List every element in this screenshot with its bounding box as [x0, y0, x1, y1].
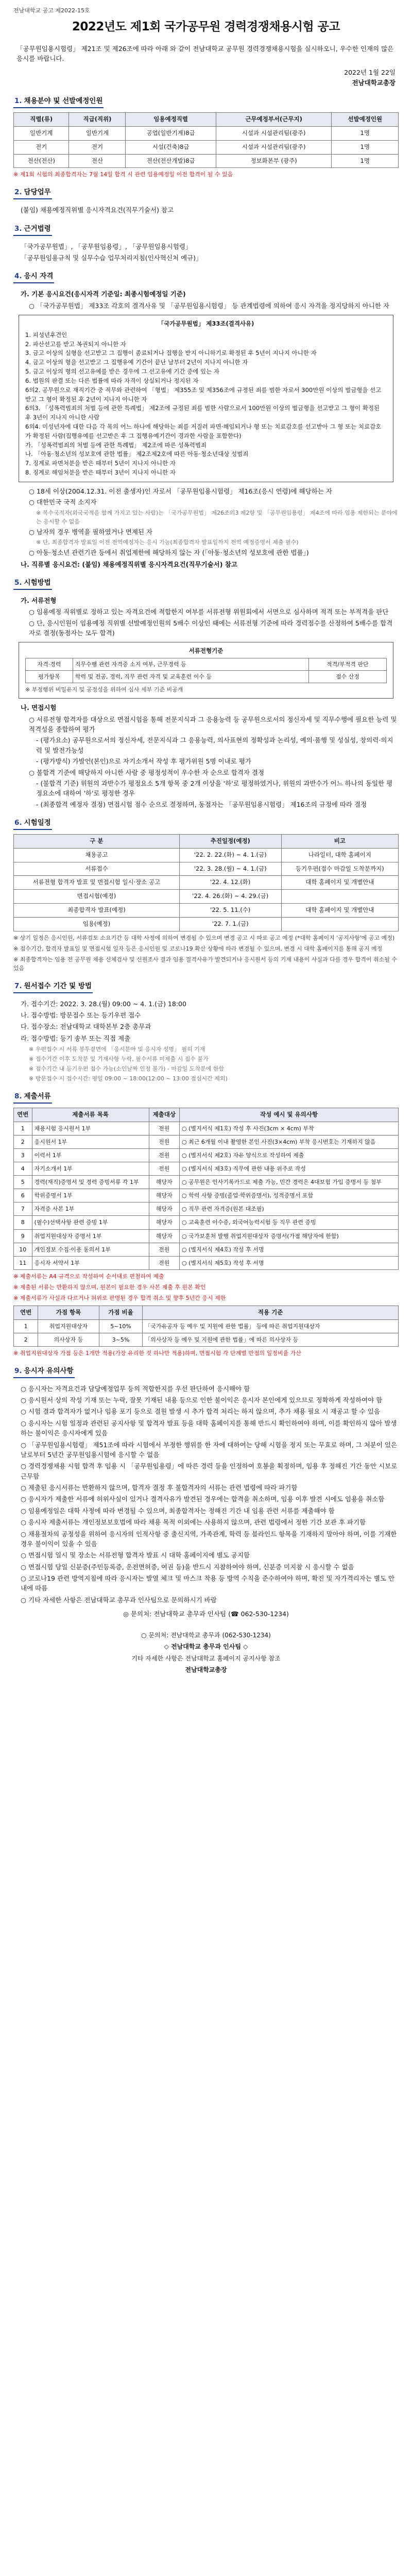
table-row	[14, 1189, 399, 1202]
table-cell: 1	[14, 1122, 32, 1136]
eligibility-basic: 가. 기본 응시요건(응시자격 기준일: 최종시험예정일 기준)	[21, 290, 186, 298]
table-row	[14, 1162, 399, 1176]
table-row	[14, 876, 399, 890]
table-cell: 8	[14, 1216, 32, 1229]
eligibility-item: ○ 「국가공무원법」 제33조 각호의 결격사유 및 「공무원임용시험령」 등 관계법령에 의하여 응시 자격을 정지당하지 아니한 자	[29, 301, 389, 310]
table-row	[14, 890, 399, 904]
table-cell: 개인정보 수집·이용 동의서 1부	[32, 1243, 149, 1256]
table-header-cell: 추진일정(예정)	[179, 834, 281, 848]
caution-item: ○ 면접시험 당일 신분증(주민등록증, 운전면허증, 여권 등)을 반드시 지참하여야 하며, 신분증 미지참 시 응시할 수 없음	[21, 1563, 354, 1571]
section-heading: 1. 채용분야 및 선발예정인원	[13, 96, 104, 108]
table-cell: 면접시험(예정)	[14, 890, 180, 904]
section-heading: 4. 응시 자격	[13, 271, 54, 283]
table-cell: 전원	[149, 1243, 179, 1256]
table-cell: 1명	[332, 126, 399, 140]
method-item: ○ 서류전형 합격자를 대상으로 면접시험을 통해 전문지식과 그 응용능력 등 공무원으로서의 정신자세 및 직무수행에 필요한 능력 및 적격성을 종합하여 평가	[29, 715, 397, 733]
section-cautions	[13, 1366, 399, 1619]
table-cell: 자격·경력	[26, 658, 73, 671]
method-doc: 가. 서류전형	[21, 596, 57, 604]
table-cell: '22. 5. 11.(수)	[179, 903, 281, 917]
section-heading: 8. 제출서류	[13, 1091, 52, 1104]
table-row	[26, 658, 387, 671]
disqualification-item: 2. 파산선고를 받고 복권되지 아니한 자	[25, 340, 126, 348]
table-cell: 2	[14, 1136, 32, 1149]
contact-info: ◎ 문의처: 전남대학교 총무과 인사팀 (☎ 062-530-1234)	[123, 1610, 289, 1618]
section-heading: 5. 시험방법	[13, 578, 52, 590]
table-row	[26, 671, 387, 683]
table-cell: '22. 2. 22.(화) ~ 4. 1.(금)	[179, 848, 281, 862]
eligibility-note: ※ 복수국적자(외국국적을 함께 가지고 있는 사람)는 「국가공무원법」 제26조의3 제2항 및 「공무원임용령」 제4조에 따라 임용 제한되는 분야에는 응시할 수 없음	[36, 509, 398, 525]
caution-item: ○ 응시원서 상의 작성 기재 또는 누락, 잘못 기재된 내용 등으로 인한 불이익은 응시자 본인에게 있으므로 정확하게 작성하여야 함	[21, 1396, 383, 1404]
table-cell: 학력 및 전공, 경력, 직무 관련 자격 및 교육훈련 이수 등	[73, 671, 308, 683]
table-header-cell: 작성 예시 및 유의사항	[179, 1108, 398, 1122]
table-cell: ○ 최근 6개월 이내 촬영한 본인 사진(3×4cm) 부착 응시번호는 기재하지 않음	[179, 1136, 398, 1149]
page-title: 2022년도 제1회 국가공무원 경력경쟁채용시험 공고	[72, 20, 340, 34]
table-cell	[281, 890, 398, 904]
application-item: 나. 접수방법: 방문접수 또는 등기우편 접수	[21, 1011, 141, 1020]
table-header-cell: 비고	[281, 834, 398, 848]
table-cell	[281, 917, 398, 931]
disqualification-item: 1. 피성년후견인	[25, 331, 67, 338]
section-schedule	[13, 818, 399, 973]
application-note: ※ 접수기간 이후 도착분 및 기재사항 누락, 필수서류 미제출 시 접수 불가	[29, 1056, 209, 1063]
table-cell: 응시자 서약서 1부	[32, 1256, 149, 1269]
documents-note: ※ 제출된 서류는 반환하지 않으며, 원본이 필요한 경우 사본 제출 후 원본 확인	[13, 1283, 206, 1291]
section-laws	[13, 224, 399, 263]
table-cell: 5	[14, 1176, 32, 1189]
table-cell: 일반기계	[69, 126, 126, 140]
table-cell: 취업지원대상자	[38, 1319, 99, 1333]
table-row	[14, 1256, 399, 1269]
section-documents	[13, 1091, 399, 1357]
method-item: - (최종합격 예정자 결정) 면접시험 점수 순으로 결정하며, 동점자는 「공무원임용시험령」 제16조의 규정에 따라 결정	[36, 800, 367, 808]
table-cell: '22. 3. 28.(월) ~ 4. 1.(금)	[179, 862, 281, 876]
section-heading: 2. 담당업무	[13, 187, 52, 199]
table-cell: 학위증명서 1부	[32, 1189, 149, 1202]
caution-item: ○ 면접시험 일시 및 장소는 서류전형 합격자 발표 시 대학 홈페이지에 별도 공지함	[21, 1551, 250, 1560]
recruitment-table	[13, 112, 399, 168]
documents-note: ※ 제출서류는 A4 규격으로 작성하여 순서대로 편철하여 제출	[13, 1273, 164, 1280]
table-cell: 서류접수	[14, 862, 180, 876]
application-item: 가. 접수기간: 2022. 3. 28.(월) 09:00 ~ 4. 1.(금) 18:00	[21, 999, 186, 1008]
table-cell: 전기	[14, 140, 69, 154]
table-cell: 1명	[332, 154, 399, 168]
caution-item: ○ 「공무원임용시험령」 제51조에 따라 시험에서 부정한 행위를 한 자에 대하여는 당해 시험을 정지 또는 무효로 하며, 그 처분이 있은 날로부터 5년간 공무원임용시험에 응시할 수 없음	[21, 1440, 398, 1459]
documents-table	[13, 1108, 399, 1269]
method-item: - (불합격 기준) 위원의 과반수가 평정요소 5개 항목 중 2개 이상을 '하'로 평정하였거나, 위원의 과반수가 어느 하나의 동일한 평정요소에 대하여 '하'로 평정한 경우	[36, 779, 393, 798]
bonus-note: ※ 취업지원대상자 가점 등은 1개만 적용(가장 유리한 것 하나만 적용)하며, 면접시험 각 단계별 만점의 일정비율 가산	[13, 1349, 301, 1357]
disqualification-item: 가. 「성폭력범죄의 처벌 등에 관한 특례법」 제2조에 따른 성폭력범죄	[25, 441, 207, 449]
footer-line: ◇ 전남대학교 총무과 인사팀 ◇	[164, 1643, 248, 1651]
table-header-cell: 적용 기준	[143, 1306, 399, 1319]
table-row	[14, 1136, 399, 1149]
caution-item: ○ 코로나19 관련 방역지침에 따라 응시자는 발열 체크 및 마스크 착용 등 방역 수칙을 준수하여야 하며, 확진 및 자가격리자는 별도 안내에 따름	[21, 1574, 395, 1592]
eligibility-detail: 나. 직류별 응시요건: (붙임) 채용예정직위별 응시자격요건(직무기술서) 참고	[21, 560, 237, 568]
table-cell: ○ (별지서식 제4호) 작성 후 서명	[179, 1243, 398, 1256]
disqualification-item: 5. 금고 이상의 형의 선고유예를 받은 경우에 그 선고유예 기간 중에 있는 자	[25, 368, 219, 376]
table-cell: 해당자	[149, 1216, 179, 1229]
caution-item: ○ 경력경쟁채용 시험 합격 후 임용 시 「공무원임용령」에 따른 경력 등을 인정하여 호봉을 획정하며, 임용 후 정해진 기간 동안 시보로 근무함	[21, 1462, 398, 1480]
disqualification-item: 6의2. 공무원으로 재직기간 중 직무와 관련하여 「형법」 제355조 및 제356조에 규정된 죄를 범한 자로서 300만원 이상의 벌금형을 선고받고 그 형이 확정된 후 2년이 지나지 아니한 자	[25, 386, 382, 403]
box-note: ※ 부정행위 비밀유지 및 공정성을 위하여 심사 세부 기준 비공개	[25, 686, 183, 693]
table-header-cell: 직렬(류)	[14, 113, 69, 127]
table-row	[14, 917, 399, 931]
bonus-table	[13, 1306, 399, 1347]
table-cell: (필수)선택사항 관련 증빙 1부	[32, 1216, 149, 1229]
table-cell: 7	[14, 1202, 32, 1216]
caution-item: ○ 응시자 제출서류는 개인정보보호법에 따라 채용 목적 이외에는 사용하지 않으며, 관련 법령에서 정한 기간 보관 후 파기함	[21, 1518, 366, 1527]
table-cell: 이력서 1부	[32, 1149, 149, 1162]
table-cell: 전원	[149, 1162, 179, 1176]
table-cell: 자기소개서 1부	[32, 1162, 149, 1176]
table-cell: 시설(건축)8급	[126, 140, 216, 154]
table-cell: 일반기계	[14, 126, 69, 140]
table-cell: 공업(일반기계)8급	[126, 126, 216, 140]
caution-item: ○ 임용예정일은 대학 사정에 따라 변경될 수 있으며, 최종합격자는 정해진 기간 내 임용 관련 서류를 제출해야 함	[21, 1506, 335, 1515]
notice-org: 전남대학교총장	[352, 78, 396, 87]
table-cell: 임용(예정)	[14, 917, 180, 931]
schedule-note: ※ 상기 일정은 응시인원, 서류검토 소요기간 등 대학 사정에 의하여 변경될 수 있으며 변경 공고 시 따로 공고 예정 (*대학 홈페이지 '공지사항'에 공고 예정)	[13, 934, 395, 941]
table-cell: 채용시험 응시원서 1부	[32, 1122, 149, 1136]
application-item: 다. 접수장소: 전남대학교 대학본부 2층 총무과	[21, 1023, 151, 1031]
table-header-cell: 연번	[14, 1108, 32, 1122]
table-header-cell: 선발예정인원	[332, 113, 399, 127]
section-eligibility	[13, 271, 399, 569]
table-cell: 1명	[332, 140, 399, 154]
table-cell: 5~10%	[99, 1319, 143, 1333]
section-duties	[13, 187, 399, 215]
schedule-note: ※ 접수기간, 합격자 발표일 및 면접시험 일자 등은 응시인원 및 코로나19 확산 상황에 따라 변경될 수 있으며, 변경 시 대학 홈페이지를 통해 공지 예정	[13, 945, 383, 952]
table-cell: 전산(전산개발)8급	[126, 154, 216, 168]
table-cell: 경력(재직)증명서 및 경력 증빙서류 각 1부	[32, 1176, 149, 1189]
documents-note: ※ 제출서류가 사실과 다르거나 허위로 판명된 경우 합격 취소 및 향후 5년간 응시 제한	[13, 1294, 226, 1301]
table-cell: 의사상자 등	[38, 1333, 99, 1346]
disqualification-item: 6의3. 「성폭력범죄의 처벌 등에 관한 특례법」 제2조에 규정된 죄를 범한 사람으로서 100만원 이상의 벌금형을 선고받고 그 형이 확정된 후 3년이 지나지 아니한 사람	[25, 404, 380, 421]
section-recruitment	[13, 96, 399, 179]
table-cell: 전원	[149, 1122, 179, 1136]
eligibility-note: ※ 단, 최종합격자 발표일 이전 전역예정자는 응시 가능(최종합격자 발표일까지 전역 예정증명서 제출 필수)	[36, 539, 299, 546]
table-row	[14, 140, 399, 154]
table-cell: 적격/부적격 판단	[308, 658, 386, 671]
application-item: 라. 접수방법: 등기 송부 또는 직접 제출	[21, 1034, 131, 1042]
disqualification-box	[19, 315, 393, 482]
method-interview: 나. 면접시험	[21, 704, 57, 712]
table-header-cell: 구 분	[14, 834, 180, 848]
table-cell: ○ 학력 사항 증빙(졸업·학위증명서), 성적증명서 포함	[179, 1189, 398, 1202]
table-cell: 2	[14, 1333, 38, 1346]
footer-line: 기타 자세한 사항은 전남대학교 홈페이지 공지사항 참조	[131, 1654, 281, 1662]
footer-org: 전남대학교총장	[185, 1666, 227, 1674]
table-cell: 점수 산정	[308, 671, 386, 683]
table-cell: 11	[14, 1256, 32, 1269]
table-cell: 응시원서 1부	[32, 1136, 149, 1149]
section-application	[13, 981, 399, 1083]
table-row	[14, 848, 399, 862]
table-cell: 전원	[149, 1256, 179, 1269]
schedule-table	[13, 834, 399, 931]
table-cell: 전기	[69, 140, 126, 154]
method-item: ○ 단, 응시인원이 임용예정 직위별 선발예정인원의 5배수 이상인 때에는 서류전형 기준에 따라 경력점수를 산정하여 5배수를 합격자로 결정(동점자는 모두 합격)	[29, 619, 393, 637]
table-row	[14, 1319, 399, 1333]
table-header-cell: 근무예정부서(근무지)	[216, 113, 332, 127]
method-item: - (평가방식) 가발언(본인)으로 자기소개서 작성 후 평가위원 5명 이내로 평가	[36, 757, 251, 766]
table-cell: 전원	[149, 1149, 179, 1162]
caution-item: ○ 채용절차의 공정성을 위하여 응시자의 인적사항 중 출신지역, 가족관계, 학력 등 블라인드 항목을 기재하지 말아야 하며, 이를 기재한 경우 불이익이 있을 수 있음	[21, 1530, 397, 1548]
table-cell: 정보화본부 (광주)	[216, 154, 332, 168]
table-cell: 대학 홈페이지 및 개별안내	[281, 876, 398, 890]
caution-item: ○ 시험 결과 합격자가 없거나 임용 포기 등으로 결원 발생 시 추가 합격 처리는 하지 않으며, 추가 채용 필요 시 재공고 할 수 있음	[21, 1408, 380, 1416]
table-row	[14, 1202, 399, 1216]
disqualification-item: 나. 「아동·청소년의 성보호에 관한 법률」 제2조제2호에 따른 아동·청소년대상 성범죄	[25, 450, 249, 458]
table-cell: 해당자	[149, 1229, 179, 1243]
table-row	[14, 903, 399, 917]
doc-criteria-box	[19, 642, 393, 699]
table-row	[14, 1176, 399, 1189]
date-block	[13, 67, 396, 88]
method-item: ○ 임용예정 직위별로 정하고 있는 자격요건에 적합한지 여부를 서류전형 위원회에서 서면으로 심사하며 적격 또는 부적격을 판단	[29, 608, 389, 616]
table-cell: 6	[14, 1189, 32, 1202]
table-header-cell: 제출서류 목록	[32, 1108, 149, 1122]
section-heading: 3. 근거법령	[13, 224, 52, 236]
table-row	[14, 1122, 399, 1136]
table-header-cell: 제출대상	[149, 1108, 179, 1122]
table-cell: ○ 교육훈련 이수증, 외국어능력시험 등 직무 관련 증빙	[179, 1216, 398, 1229]
table-cell: 나라일터, 대학 홈페이지	[281, 848, 398, 862]
table-cell: ○ (별지서식 제1호) 작성 후 사진(3cm × 4cm) 부착	[179, 1122, 398, 1136]
section-heading: 6. 시험일정	[13, 818, 52, 830]
table-header-cell: 임용예정직렬	[126, 113, 216, 127]
table-cell: ○ (별지서식 제3호) 직무에 관한 내용 위주로 작성	[179, 1162, 398, 1176]
table-cell: 등기우편(접수 마감일 도착분까지)	[281, 862, 398, 876]
method-item: - (평가요소) 공무원으로서의 정신자세, 전문지식과 그 응용능력, 의사표현의 정확성과 논리성, 예의·품행 및 성실성, 창의력·의지력 및 발전가능성	[36, 736, 393, 754]
table-header-cell: 직급(직위)	[69, 113, 126, 127]
table-cell: 전산	[69, 154, 126, 168]
method-item: ○ 불합격 기준에 해당하지 아니한 사람 중 평정성적이 우수한 자 순으로 합격자 결정	[29, 768, 265, 776]
caution-item: ○ 기타 자세한 사항은 전남대학교 총무과 인사팀으로 문의하시기 바람	[21, 1596, 217, 1604]
section-heading: 9. 응시자 유의사항	[13, 1366, 75, 1378]
caution-item: ○ 제출된 응시서류는 반환하지 않으며, 합격자 결정 후 불합격자의 서류는 관련 법령에 따라 파기함	[21, 1484, 298, 1492]
table-cell: 전산(전산)	[14, 154, 69, 168]
table-cell: 시설과 시설관리팀(광주)	[216, 126, 332, 140]
disqualification-item: 4. 금고 이상의 형을 선고받고 그 집행유예 기간이 끝난 날부터 2년이 지나지 아니한 자	[25, 359, 248, 366]
table-row	[14, 154, 399, 168]
table-cell: 「의사상자 등 예우 및 지원에 관한 법률」에 따른 의사상자 등	[143, 1333, 399, 1346]
application-note: ※ 접수기간 내 등기우편 접수 가능(소인날짜 인정 불가) - 마감일 도착분에 한함	[29, 1065, 225, 1073]
eligibility-item: ○ 18세 이상(2004.12.31. 이전 출생자)인 자로서 「공무원임용시험령」 제16조(응시 연령)에 해당하는 자	[29, 487, 332, 495]
table-row	[14, 126, 399, 140]
application-note: ※ 방문접수 시 접수시간: 평일 09:00 ~ 18:00(12:00 ~ 13:00 점심시간 제외)	[29, 1075, 228, 1082]
section-method	[13, 578, 399, 809]
table-cell: 해당자	[149, 1176, 179, 1189]
box-title: 서류전형기준	[188, 647, 224, 655]
table-cell: 「국가유공자 등 예우 및 지원에 관한 법률」 등에 따른 취업지원대상자	[143, 1319, 399, 1333]
table-cell: 3~5%	[99, 1333, 143, 1346]
table-cell: 직무수행 관련 자격증 소지 여부, 근무경력 등	[73, 658, 308, 671]
table-cell: 채용공고	[14, 848, 180, 862]
table-row	[14, 1333, 399, 1346]
table-row	[14, 862, 399, 876]
table-cell: 취업지원대상자 증명서 1부	[32, 1229, 149, 1243]
box-title: 「국가공무원법」 제33조(결격사유)	[158, 320, 254, 328]
table-cell: 평가항목	[26, 671, 73, 683]
disqualification-item: 3. 금고 이상의 실형을 선고받고 그 집행이 종료되거나 집행을 받지 아니하기로 확정된 후 5년이 지나지 아니한 자	[25, 349, 317, 357]
table-cell: 대학 홈페이지 및 개별안내	[281, 903, 398, 917]
table-cell: 최종합격자 발표(예정)	[14, 903, 180, 917]
table-cell: 1	[14, 1319, 38, 1333]
duty-item: (붙임) 채용예정직위별 응시자격요건(직무기술서) 참고	[21, 206, 174, 214]
table-cell: 해당자	[149, 1202, 179, 1216]
schedule-note: ※ 최종합격자는 임용 전 공무원 채용 신체검사 및 신원조사 결과 임용 결격사유가 발견되거나 응시원서 등의 기재 내용이 사실과 다를 경우 합격이 취소될 수 있음	[13, 956, 397, 972]
disqualification-item: 7. 징계로 파면처분을 받은 때부터 5년이 지나지 아니한 자	[25, 460, 176, 467]
doc-criteria-table	[25, 658, 387, 683]
recruitment-note: ※ 제1회 시험의 최종합격자는 7월 14일 합격 시 관련 임용예정일 이전 합격이 될 수 있음	[13, 171, 233, 178]
table-cell: ○ (별지서식 제5호) 작성 후 서명	[179, 1256, 398, 1269]
table-cell: ○ 공무원은 인사기록카드로 제출 가능, 민간 경력은 4대보험 가입 증명서 등 첨부	[179, 1176, 398, 1189]
footer	[13, 1631, 399, 1675]
table-header-cell: 가점 항목	[38, 1306, 99, 1319]
table-cell: 10	[14, 1243, 32, 1256]
section-heading: 7. 원서접수 기간 및 방법	[13, 981, 93, 993]
table-cell: 해당자	[149, 1189, 179, 1202]
eligibility-item: ○ 남자의 경우 병역을 필하였거나 면제된 자	[29, 528, 153, 536]
table-cell: ○ 국가보훈처 발행 취업지원대상자 증명서(가점 해당자에 한함)	[179, 1229, 398, 1243]
disqualification-item: 6의4. 미성년자에 대한 다음 각 목의 어느 하나에 해당하는 죄를 저질러 파면·해임되거나 형 또는 치료감호를 선고받아 그 형 또는 치료감호가 확정된 사람(집행유예를 선고받은 후 그 집행유예기간이 경과한 사람을 포함한다)	[25, 422, 382, 439]
table-row	[14, 1216, 399, 1229]
table-header-cell: 연번	[14, 1306, 38, 1319]
table-cell: 전원	[149, 1136, 179, 1149]
table-row	[14, 1243, 399, 1256]
table-row	[14, 1229, 399, 1243]
caution-item: ○ 응시자는 시험 일정과 관련된 공지사항 및 합격자 발표 등을 대학 홈페이지를 통해 반드시 확인하여야 하며, 이를 확인하지 않아 발생하는 불이익은 응시자에게 있음	[21, 1419, 397, 1437]
footer-line: ○ 문의처: 전남대학교 총무과 (062-530-1234)	[141, 1631, 271, 1639]
table-cell: 자격증 사본 1부	[32, 1202, 149, 1216]
disqualification-item: 8. 징계로 해임처분을 받은 때부터 3년이 지나지 아니한 자	[25, 469, 176, 477]
table-cell: '22. 7. 1.(금)	[179, 917, 281, 931]
eligibility-item: ○ 대한민국 국적 소지자	[29, 498, 97, 506]
table-cell: 4	[14, 1162, 32, 1176]
application-note: ※ 우편접수 시 서류 봉투겉면에 「응시분야 및 응시자 성명」 필히 기재	[29, 1046, 205, 1053]
table-cell: 서류전형 합격자 발표 및 면접시험 일시·장소 공고	[14, 876, 180, 890]
table-cell: '22. 4. 26.(화) ~ 4. 29.(금)	[179, 890, 281, 904]
disqualification-item: 6. 법원의 판결 또는 다른 법률에 따라 자격이 상실되거나 정지된 자	[25, 377, 199, 384]
table-cell: 9	[14, 1229, 32, 1243]
caution-item: ○ 응시자는 자격요건과 담당예정업무 등의 적합한지를 우선 판단하여 응시해야 함	[21, 1384, 250, 1393]
notice-number: 전남대학교 공고 제2022-15호	[13, 7, 90, 14]
notice-date: 2022년 1월 22일	[344, 69, 396, 77]
table-cell: ○ 직무 관련 자격증(원본 대조필)	[179, 1202, 398, 1216]
table-cell: '22. 4. 12.(화)	[179, 876, 281, 890]
table-cell: ○ (별지서식 제2호) 자유 양식으로 작성하여 제출	[179, 1149, 398, 1162]
table-header-cell: 가점 비율	[99, 1306, 143, 1319]
intro-text: 「공무원임용시험령」 제21조 및 제26조에 따라 아래 와 같이 전남대학교 공무원 경력경쟁채용시험을 실시하오니, 우수한 인재의 많은 응시를 바랍니다.	[16, 44, 394, 63]
table-cell: 시설과 시설관리팀(광주)	[216, 140, 332, 154]
table-cell: 3	[14, 1149, 32, 1162]
eligibility-item: ○ 아동·청소년 관련기관 등에서 취업제한에 해당하지 않는 자 (「아동·청소년의 성보호에 관한 법률」)	[29, 549, 309, 557]
law-item: 「공무원임용규칙 및 실무수습 업무처리지침(인사혁신처 예규)」	[21, 254, 202, 262]
table-row	[14, 1149, 399, 1162]
caution-item: ○ 응시자가 제출한 서류에 허위사실이 있거나 결격사유가 발견된 경우에는 합격을 취소하며, 임용 이후 발견 시에도 임용을 취소함	[21, 1495, 385, 1503]
law-item: 「국가공무원법」, 「공무원임용령」, 「공무원임용시험령」	[21, 242, 192, 250]
